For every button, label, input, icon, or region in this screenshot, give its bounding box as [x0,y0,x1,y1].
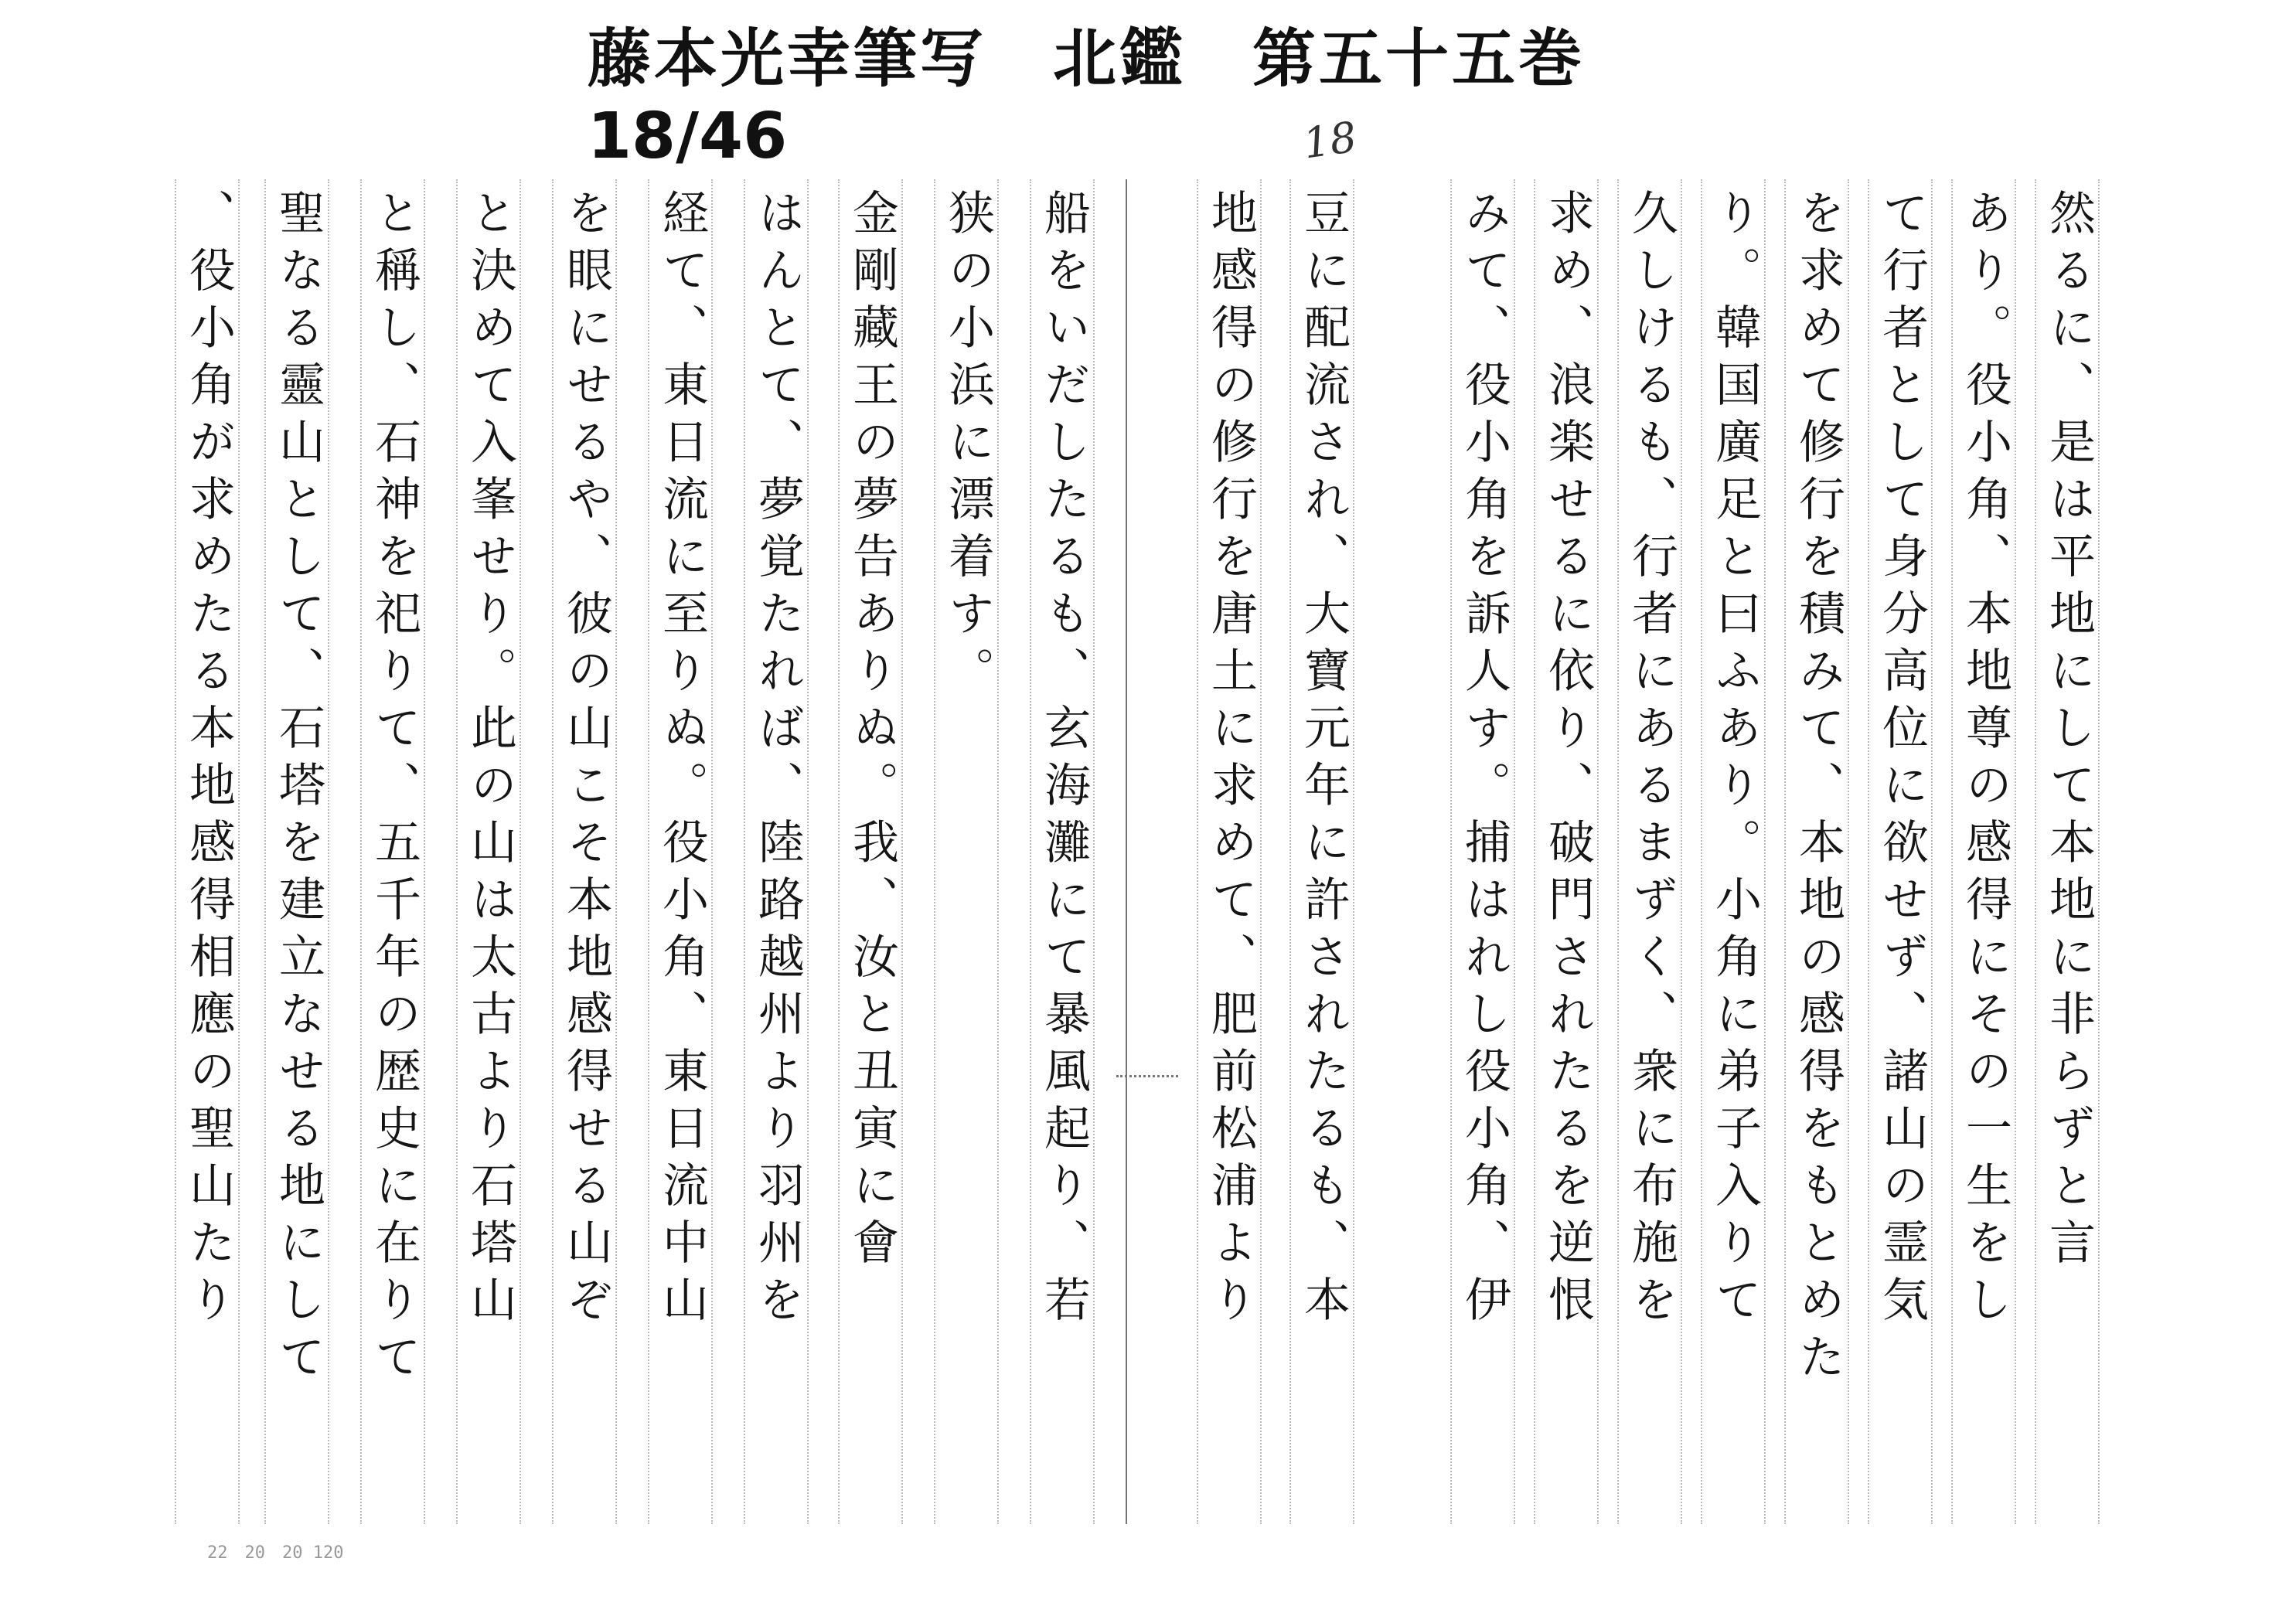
document-title: 藤本光幸筆写 北鑑 第五十五巻 [588,22,1586,96]
manuscript-column [1289,179,1354,1524]
column-text: と決めて入峯せり。此の山は太古より石塔山 [463,189,517,1332]
column-text: 金剛藏王の夢告ありぬ。我、汝と丑寅に會 [845,189,899,1275]
manuscript-column [2035,179,2100,1524]
manuscript-column [175,179,240,1524]
manuscript-column [1534,179,1599,1524]
handwritten-page-number: 18 [1300,112,1360,168]
manuscript-column [1784,179,1849,1524]
column-text: 狭の小浜に漂着す。 [941,189,995,703]
column-text: て行者として身分高位に欲せず、諸山の霊気 [1875,189,1929,1332]
manuscript-column [1617,179,1682,1524]
column-text: みて、役小角を訴人す。捕はれし役小角、伊 [1457,189,1511,1332]
column-text: を求めて修行を積みて、本地の感得をもとめた [1791,189,1845,1390]
column-text: り。韓国廣足と曰ふあり。小角に弟子入りて [1708,189,1762,1332]
scanner-stamp: 22 20 20 120 [207,1543,344,1563]
manuscript-column [264,179,329,1524]
column-text: 経て、東日流に至りぬ。役小角、東日流中山 [655,189,709,1332]
manuscript-column [360,179,425,1524]
column-text: と稱し、石神を祀りて、五千年の歴史に在りて [367,189,421,1390]
manuscript-column [744,179,809,1524]
column-text: 豆に配流され、大寶元年に許されたるも、本 [1296,189,1351,1332]
column-text: 地感得の修行を唐土に求めて、肥前松浦より [1204,189,1258,1332]
manuscript-column [838,179,903,1524]
column-text: 求め、浪楽せるに依り、破門されたるを逆恨 [1541,189,1595,1332]
page-number: 18/46 [588,100,788,173]
manuscript-column [1450,179,1515,1524]
center-fold-line [1126,179,1127,1524]
column-text: 、役小角が求めたる本地感得相應の聖山たり [182,189,236,1332]
column-text: を眼にせるや、彼の山こそ本地感得せる山ぞ [559,189,613,1332]
manuscript-column [934,179,999,1524]
manuscript-column [1197,179,1262,1524]
column-text: 然るに、是は平地にして本地に非らずと言 [2042,189,2096,1275]
column-text: あり。役小角、本地尊の感得にその一生をし [1958,189,2012,1332]
center-fold-mark [1116,1075,1178,1084]
column-text: 久しけるも、行者にあるまずく、衆に布施を [1624,189,1678,1332]
manuscript-column [1030,179,1095,1524]
column-text: 聖なる靈山として、石塔を建立なせる地にして [271,189,325,1390]
manuscript-column [1701,179,1766,1524]
manuscript-column [1951,179,2016,1524]
manuscript-column [552,179,617,1524]
manuscript-column [1868,179,1933,1524]
manuscript-column [456,179,521,1524]
column-text: 船をいだしたるも、玄海灘にて暴風起り、若 [1037,189,1091,1332]
column-text: はんとて、夢覚たれば、陸路越州より羽州を [751,189,805,1332]
manuscript-column [648,179,713,1524]
